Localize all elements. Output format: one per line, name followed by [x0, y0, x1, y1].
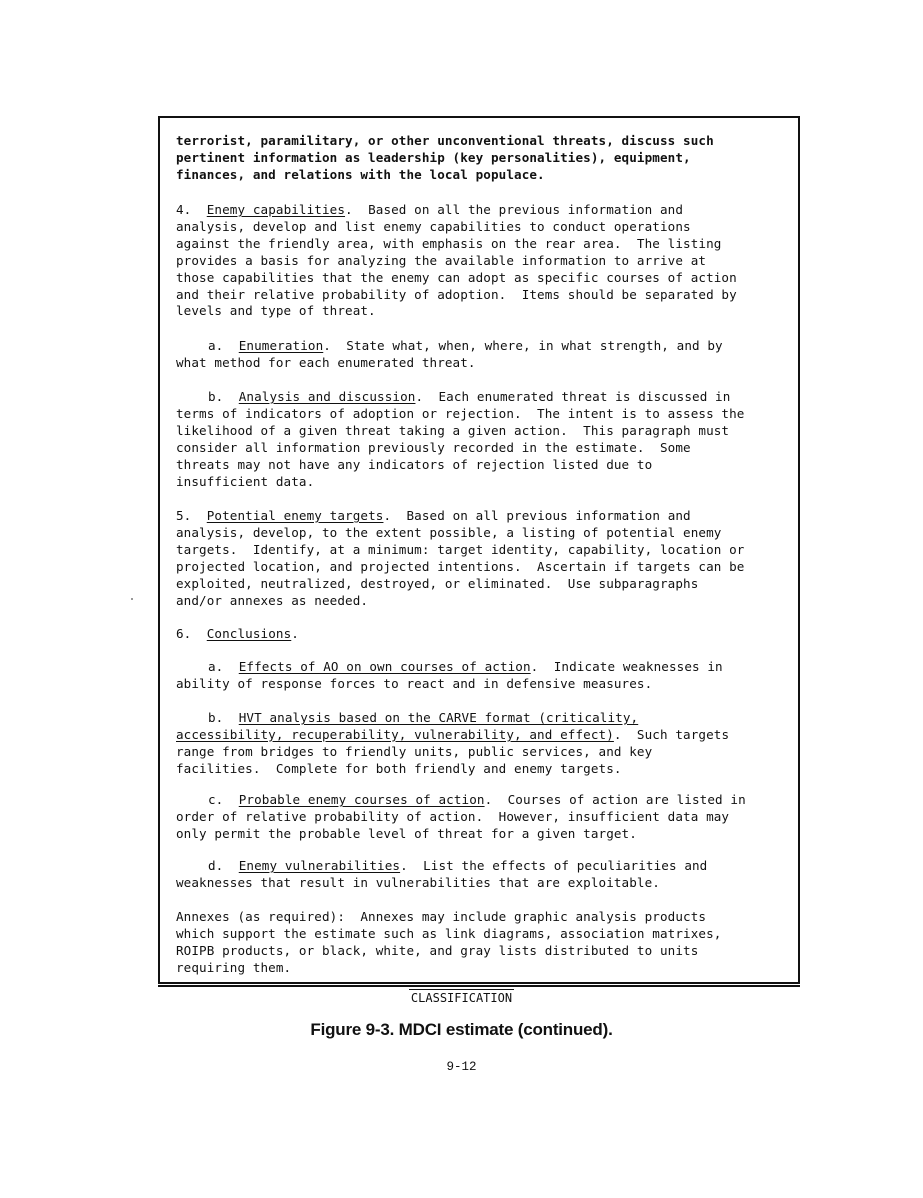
- paragraph-4a-enumeration: a. Enumeration. State what, when, where, in what strength, and by what method for each enumerated threat.: [176, 338, 723, 370]
- heading-analysis-and-discussion: Analysis and discussion: [238, 389, 416, 404]
- heading-probable-enemy-coa: Probable enemy courses of action: [238, 792, 485, 807]
- classification-marking: CLASSIFICATION: [410, 991, 513, 1005]
- heading-enemy-capabilities: Enemy capabilities: [206, 202, 346, 217]
- paragraph-6-conclusions: 6. Conclusions.: [176, 626, 299, 641]
- paragraph-4b-analysis: b. Analysis and discussion. Each enumerated threat is discussed in terms of indicators of adoption or rejection. The intent is to assess the likelihood of a given threat taking a given action. This paragraph must consider all information previously recorded in the estimate. Some threats may not have any indicators of rejection listed due to insufficient data.: [176, 389, 745, 489]
- intro-paragraph: terrorist, paramilitary, or other unconventional threats, discuss such pertinent information as leadership (key personalities), equipment, finances, and relations with the local populace.: [176, 133, 714, 182]
- heading-effects-of-ao: Effects of AO on own courses of action: [238, 659, 531, 674]
- figure-caption: Figure 9-3. MDCI estimate (continued).: [310, 1020, 613, 1039]
- paragraph-6b-hvt-analysis: b. HVT analysis based on the CARVE format (criticality, accessibility, recuperability, vulnerability, and effect). Such targets range from bridges to friendly units, public services, and key facilities. Complete for both friendly and enemy targets.: [176, 710, 730, 776]
- heading-hvt-analysis-line-1: HVT analysis based on the CARVE format (criticality,: [238, 710, 639, 725]
- heading-enumeration: Enumeration: [238, 338, 324, 353]
- heading-hvt-analysis-line-2: accessibility, recuperability, vulnerability, and effect): [176, 726, 614, 742]
- margin-mark: [131, 598, 133, 600]
- paragraph-6c-probable-coa: c. Probable enemy courses of action. Courses of action are listed in order of relative probability of action. However, insufficient data may only permit the probable level of threat for a given target.: [176, 792, 746, 841]
- paragraph-5-potential-targets: 5. Potential enemy targets. Based on all previous information and analysis, develop, to the extent possible, a listing of potential enemy targets. Identify, at a minimum: target identity, capability, location or projected location, and projected intentions. Ascertain if targets can be exploited, neutralized, destroyed, or eliminated. Use subparagraphs and/or annexes as needed.: [176, 508, 745, 608]
- annexes-paragraph: Annexes (as required): Annexes may include graphic analysis products which support the estimate such as link diagrams, association matrixes, ROIPB products, or black, white, and gray lists distributed to units requiring them.: [176, 909, 722, 975]
- heading-potential-enemy-targets: Potential enemy targets: [206, 508, 384, 523]
- heading-enemy-vulnerabilities: Enemy vulnerabilities: [238, 858, 401, 873]
- heading-conclusions: Conclusions: [206, 626, 292, 641]
- paragraph-6d-enemy-vulnerabilities: d. Enemy vulnerabilities. List the effects of peculiarities and weaknesses that result in vulnerabilities that are exploitable.: [176, 858, 708, 890]
- paragraph-4-enemy-capabilities: 4. Enemy capabilities. Based on all the previous information and analysis, develop and list enemy capabilities to conduct operations against the friendly area, with emphasis on the rear area. The listing provides a basis for analyzing the available information to arrive at those capabilities that the enemy can adopt as specific courses of action and their relative probability of adoption. Items should be separated by levels and type of threat.: [176, 202, 737, 319]
- page-number: 9-12: [446, 1060, 477, 1074]
- paragraph-6a-effects-of-ao: a. Effects of AO on own courses of action. Indicate weaknesses in ability of response forces to react and in defensive measures.: [176, 659, 723, 691]
